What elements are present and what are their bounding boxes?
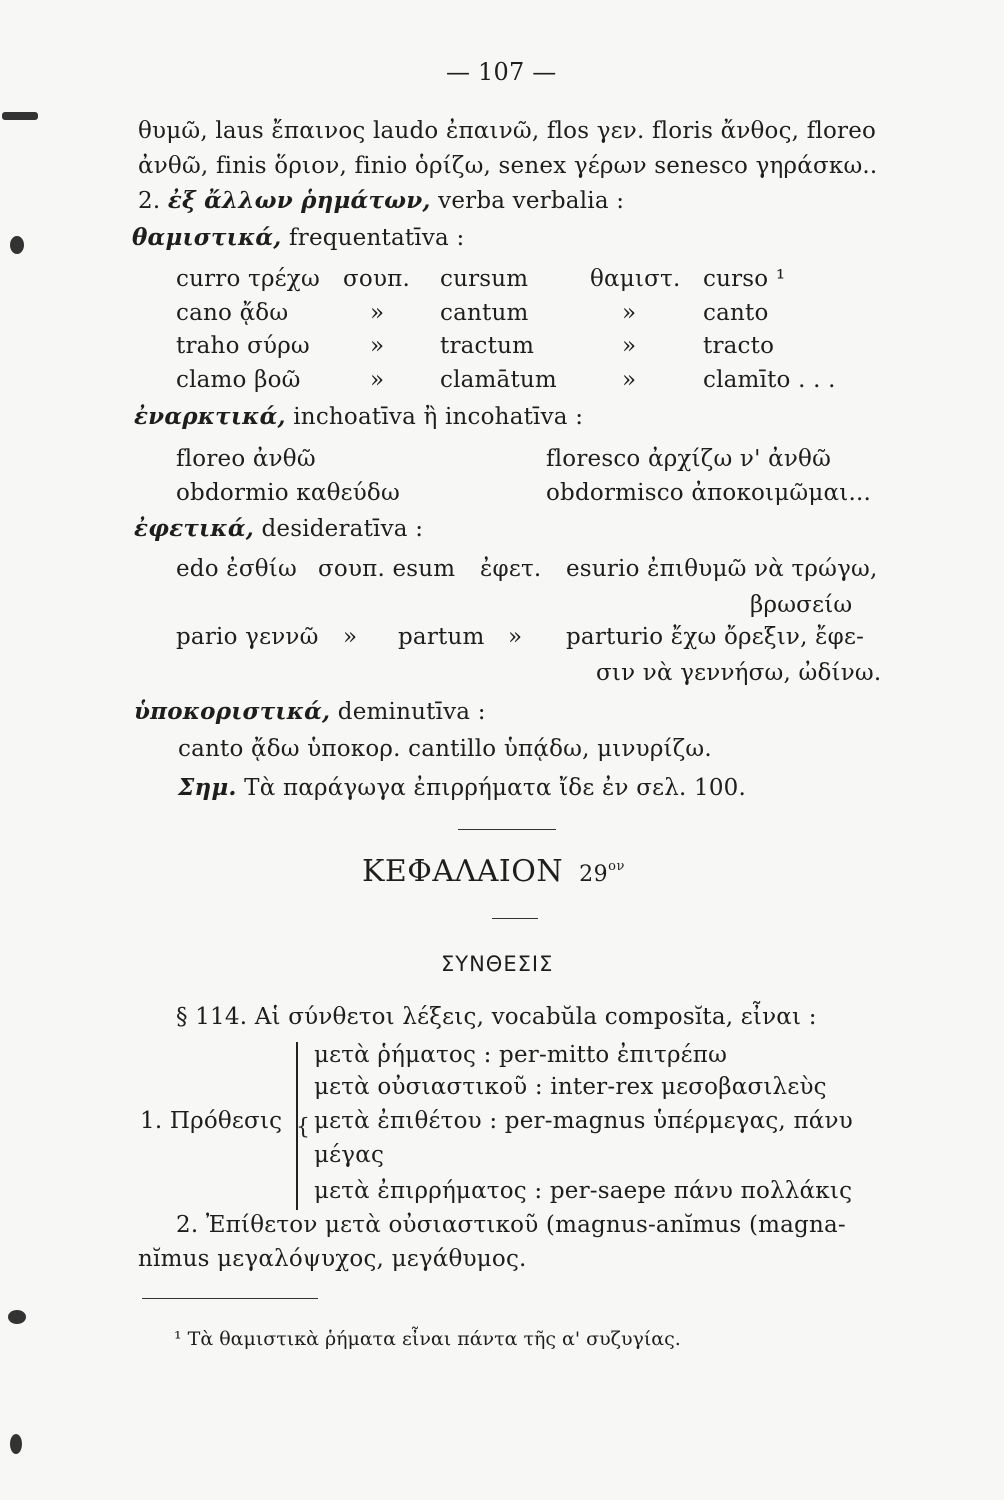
chapter-number: 29: [579, 862, 609, 887]
scan-mark-4: [10, 1434, 22, 1454]
prothesis-item-noun: μετὰ οὐσιαστικοῦ : inter-rex μεσοβασιλεὺς: [314, 1074, 827, 1100]
des-row-1-derived: esurio ἐπιθυμῶ νὰ τρώγω,: [566, 556, 878, 582]
des-row-1-base: edo ἐσθίω: [176, 556, 297, 582]
des-row-2-abbr: »: [343, 624, 358, 650]
deminutiva-heading: [134, 698, 486, 725]
freq-row-2-supine: cantum: [440, 300, 529, 326]
note-line: [178, 774, 746, 801]
freq-row-4-verb: clamo βοῶ: [176, 367, 301, 393]
freq-row-4-abbr2: »: [622, 367, 637, 393]
intro-line-3-number: 2.: [138, 188, 161, 214]
scan-mark-1: [2, 112, 38, 120]
inch-row-1-base: floreo ἀνθῶ: [176, 446, 316, 472]
inchoativa-heading-greek: ἐναρκτικά,: [134, 403, 286, 430]
note-text: Τὰ παράγωγα ἐπιρρήματα ἴδε ἐν σελ. 100.: [244, 775, 747, 801]
page-number: — 107 —: [446, 58, 557, 86]
inch-row-1-derived: floresco ἀρχίζω ν' ἀνθῶ: [546, 446, 832, 472]
freq-row-4-abbr: »: [370, 367, 385, 393]
section-item-2-line-1: 2. Ἐπίθετον μετὰ οὐσιαστικοῦ (magnus-anĭmus (magna-: [176, 1212, 846, 1238]
scan-mark-2: [10, 236, 24, 254]
intro-line-3-rest: verba verbalia :: [438, 188, 625, 214]
freq-row-1-supine: cursum: [440, 266, 529, 292]
chapter-title: [362, 854, 625, 889]
prothesis-item-adjective: μετὰ ἐπιθέτου : per-magnus ὑπέρμεγας, πάνυ: [314, 1108, 853, 1134]
chapter-rule-top: [458, 829, 556, 830]
freq-row-1-abbr2: θαμιστ.: [590, 266, 681, 292]
deminutiva-line: canto ᾄδω ὑποκορ. cantillo ὑπᾴδω, μινυρίζω.: [178, 736, 712, 762]
prothesis-item-adverb: μετὰ ἐπιρρήματος : per-saepe πάνυ πολλάκις: [314, 1178, 853, 1204]
des-row-2-supine: partum: [398, 624, 485, 650]
deminutiva-heading-latin: deminutīva :: [337, 699, 486, 725]
frequentativa-heading-greek: θαμιστικά,: [132, 224, 282, 251]
note-label: Σημ.: [178, 774, 237, 801]
chapter-number-suffix: ον: [608, 859, 625, 874]
des-row-1-cont: βρωσείω: [750, 592, 853, 618]
deminutiva-heading-greek: ὑποκοριστικά,: [134, 698, 331, 725]
des-row-2-base: pario γεννῶ: [176, 624, 319, 650]
freq-row-3-supine: tractum: [440, 333, 535, 359]
intro-line-1: θυμῶ, laus ἔπαινος laudo ἐπαινῶ, flos γεν. floris ἄνθος, floreo: [138, 118, 877, 144]
freq-row-3-abbr2: »: [622, 333, 637, 359]
prothesis-label: 1. Πρόθεσις: [140, 1108, 283, 1134]
intro-line-3: [138, 187, 624, 214]
scan-mark-3: [8, 1310, 26, 1324]
freq-row-2-abbr: »: [370, 300, 385, 326]
prothesis-brace-tip: {: [296, 1115, 311, 1140]
des-row-2-cont: σιν νὰ γεννήσω, ὠδίνω.: [596, 660, 882, 686]
inchoativa-heading: [134, 403, 583, 430]
freq-row-3-abbr: »: [370, 333, 385, 359]
desiderativa-heading-greek: ἐφετικά,: [134, 515, 254, 542]
chapter-subtitle: ΣΥΝΘΕΣΙΣ: [441, 952, 554, 976]
prothesis-item-adjective-cont: μέγας: [314, 1142, 385, 1168]
des-row-1-abbr: ἐφετ.: [480, 556, 542, 582]
freq-row-3-verb: traho σύρω: [176, 333, 310, 359]
des-row-2-derived: parturio ἔχω ὄρεξιν, ἔφε-: [566, 624, 865, 650]
freq-row-4-result: clamīto . . .: [703, 367, 836, 393]
freq-row-1-verb: curro τρέχω: [176, 266, 320, 292]
chapter-rule-bottom: [492, 918, 538, 919]
freq-row-2-verb: cano ᾄδω: [176, 300, 289, 326]
frequentativa-heading: [132, 224, 464, 251]
inch-row-2-derived: obdormisco ἀποκοιμῶμαι...: [546, 480, 872, 506]
footnote: ¹ Τὰ θαμιστικὰ ῥήματα εἶναι πάντα τῆς α' συζυγίας.: [174, 1328, 681, 1350]
inch-row-2-base: obdormio καθεύδω: [176, 480, 400, 506]
section-paragraph: § 114. Αἱ σύνθετοι λέξεις, vocabŭla composĭta, εἶναι :: [176, 1004, 817, 1030]
freq-row-4-supine: clamātum: [440, 367, 557, 393]
freq-row-3-result: tracto: [703, 333, 775, 359]
freq-row-1-result: curso ¹: [703, 266, 786, 292]
freq-row-2-abbr2: »: [622, 300, 637, 326]
chapter-title-text: ΚΕΦΑΛΑΙΟΝ: [362, 854, 564, 889]
intro-line-2: ἀνθῶ, finis ὅριον, finio ὁρίζω, senex γέρων senesco γηράσκω..: [138, 153, 878, 179]
desiderativa-heading: [134, 515, 423, 542]
des-row-2-abbr2: »: [508, 624, 523, 650]
frequentativa-heading-latin: frequentatīva :: [289, 225, 465, 251]
intro-line-3-heading: ἐξ ἄλλων ῥημάτων,: [167, 187, 431, 214]
prothesis-item-verb: μετὰ ῥήματος : per-mitto ἐπιτρέπω: [314, 1042, 728, 1068]
section-item-2-line-2: nĭmus μεγαλόψυχος, μεγάθυμος.: [138, 1246, 527, 1272]
inchoativa-heading-latin: inchoatīva ἢ incohatīva :: [293, 404, 584, 430]
des-row-1-supine: σουπ. esum: [318, 556, 456, 582]
freq-row-2-result: canto: [703, 300, 769, 326]
freq-row-1-abbr: σουπ.: [343, 266, 410, 292]
desiderativa-heading-latin: desideratīva :: [261, 516, 424, 542]
footnote-rule: [142, 1298, 318, 1299]
